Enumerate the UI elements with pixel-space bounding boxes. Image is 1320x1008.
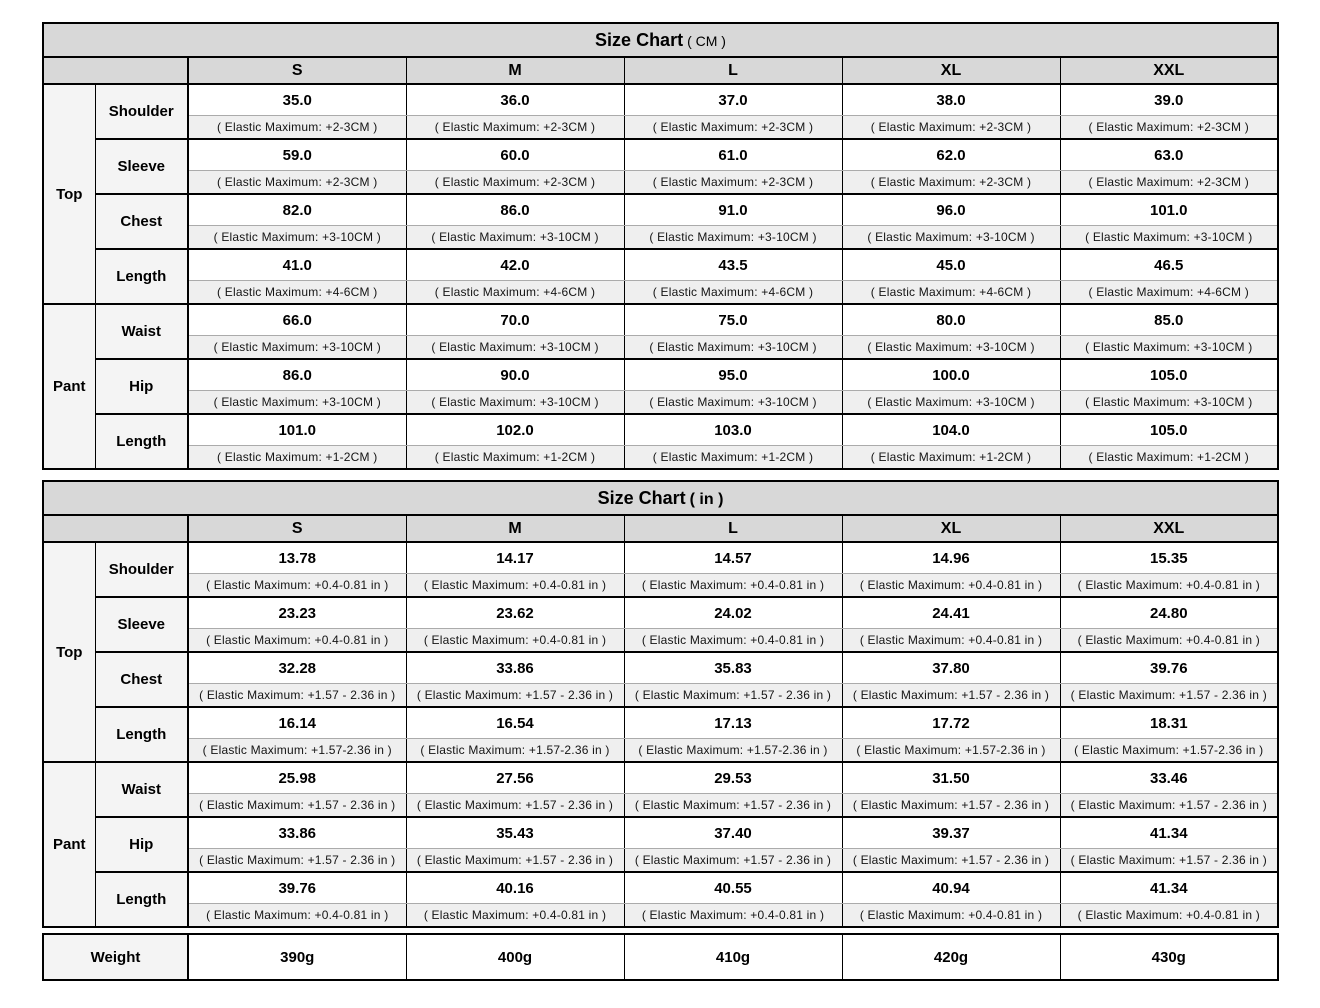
elastic-note-row: [43, 281, 1278, 305]
elastic-note: ( Elastic Maximum: +3-10CM ): [842, 336, 1060, 360]
elastic-note: ( Elastic Maximum: +4-6CM ): [842, 281, 1060, 305]
elastic-note: ( Elastic Maximum: +1-2CM ): [1060, 446, 1278, 470]
elastic-note: ( Elastic Maximum: +1.57 - 2.36 in ): [842, 794, 1060, 818]
measurement-value: 18.31: [1060, 707, 1278, 739]
measurement-value: 24.80: [1060, 597, 1278, 629]
measurement-value: 100.0: [842, 359, 1060, 391]
elastic-note: ( Elastic Maximum: +1.57 - 2.36 in ): [624, 684, 842, 708]
measurement-value: 41.0: [188, 249, 406, 281]
elastic-note: ( Elastic Maximum: +1.57-2.36 in ): [842, 739, 1060, 763]
elastic-note: ( Elastic Maximum: +1.57 - 2.36 in ): [624, 849, 842, 873]
elastic-note: ( Elastic Maximum: +0.4-0.81 in ): [624, 629, 842, 653]
weight-row: [43, 934, 1278, 980]
elastic-note: ( Elastic Maximum: +0.4-0.81 in ): [624, 574, 842, 598]
elastic-note: ( Elastic Maximum: +0.4-0.81 in ): [188, 904, 406, 928]
elastic-note: ( Elastic Maximum: +4-6CM ): [1060, 281, 1278, 305]
elastic-note: ( Elastic Maximum: +0.4-0.81 in ): [1060, 629, 1278, 653]
measurement-value: 91.0: [624, 194, 842, 226]
size-column-header: L: [624, 57, 842, 84]
elastic-note: ( Elastic Maximum: +0.4-0.81 in ): [842, 629, 1060, 653]
measurement-value-row: [43, 249, 1278, 281]
elastic-note: ( Elastic Maximum: +1.57 - 2.36 in ): [188, 684, 406, 708]
elastic-note: ( Elastic Maximum: +2-3CM ): [624, 171, 842, 195]
size-header-corner: [43, 515, 188, 542]
elastic-note-row: [43, 794, 1278, 818]
measurement-value: 85.0: [1060, 304, 1278, 336]
elastic-note-row: [43, 739, 1278, 763]
elastic-note: ( Elastic Maximum: +3-10CM ): [188, 226, 406, 250]
measurement-value: 37.80: [842, 652, 1060, 684]
weight-table: [42, 933, 1279, 981]
measurement-value: 37.0: [624, 84, 842, 116]
elastic-note-row: [43, 336, 1278, 360]
elastic-note: ( Elastic Maximum: +3-10CM ): [624, 391, 842, 415]
group-label-top: Top: [43, 542, 95, 762]
elastic-note: ( Elastic Maximum: +3-10CM ): [188, 336, 406, 360]
elastic-note-row: [43, 391, 1278, 415]
elastic-note: ( Elastic Maximum: +1-2CM ): [188, 446, 406, 470]
measurement-value: 16.14: [188, 707, 406, 739]
measurement-value: 62.0: [842, 139, 1060, 171]
table-title-main: Size Chart: [597, 487, 686, 508]
size-column-header: L: [624, 515, 842, 542]
measurement-value: 14.57: [624, 542, 842, 574]
elastic-note: ( Elastic Maximum: +1.57 - 2.36 in ): [1060, 794, 1278, 818]
table-title-row: [43, 23, 1278, 57]
measurement-label: Length: [95, 707, 188, 762]
elastic-note: ( Elastic Maximum: +1.57 - 2.36 in ): [406, 684, 624, 708]
measurement-label: Shoulder: [95, 84, 188, 139]
elastic-note: ( Elastic Maximum: +0.4-0.81 in ): [1060, 904, 1278, 928]
measurement-value: 29.53: [624, 762, 842, 794]
measurement-label: Length: [95, 249, 188, 304]
weight-value: 390g: [188, 934, 406, 980]
measurement-value: 27.56: [406, 762, 624, 794]
measurement-value: 32.28: [188, 652, 406, 684]
elastic-note: ( Elastic Maximum: +1-2CM ): [624, 446, 842, 470]
elastic-note: ( Elastic Maximum: +1-2CM ): [842, 446, 1060, 470]
elastic-note: ( Elastic Maximum: +4-6CM ): [188, 281, 406, 305]
measurement-value: 31.50: [842, 762, 1060, 794]
elastic-note: ( Elastic Maximum: +0.4-0.81 in ): [1060, 574, 1278, 598]
measurement-value: 14.17: [406, 542, 624, 574]
measurement-value: 35.43: [406, 817, 624, 849]
elastic-note: ( Elastic Maximum: +1.57 - 2.36 in ): [624, 794, 842, 818]
elastic-note: ( Elastic Maximum: +3-10CM ): [842, 226, 1060, 250]
group-label-pant: Pant: [43, 762, 95, 927]
weight-label: Weight: [43, 934, 188, 980]
measurement-value: 101.0: [188, 414, 406, 446]
measurement-value: 66.0: [188, 304, 406, 336]
measurement-value: 61.0: [624, 139, 842, 171]
measurement-value-row: [43, 707, 1278, 739]
elastic-note-row: [43, 684, 1278, 708]
elastic-note: ( Elastic Maximum: +2-3CM ): [842, 171, 1060, 195]
measurement-value: 23.23: [188, 597, 406, 629]
size-column-header: M: [406, 57, 624, 84]
table-title-row: [43, 481, 1278, 515]
elastic-note: ( Elastic Maximum: +1.57 - 2.36 in ): [1060, 684, 1278, 708]
elastic-note-row: [43, 171, 1278, 195]
size-column-header: XL: [842, 515, 1060, 542]
elastic-note: ( Elastic Maximum: +3-10CM ): [624, 226, 842, 250]
size-header-row: [43, 515, 1278, 542]
table-title-unit: ( in ): [689, 490, 724, 508]
measurement-value-row: [43, 84, 1278, 116]
measurement-label: Shoulder: [95, 542, 188, 597]
measurement-value: 35.0: [188, 84, 406, 116]
measurement-value: 23.62: [406, 597, 624, 629]
elastic-note: ( Elastic Maximum: +1.57 - 2.36 in ): [406, 849, 624, 873]
measurement-value-row: [43, 597, 1278, 629]
measurement-value: 41.34: [1060, 817, 1278, 849]
measurement-value: 75.0: [624, 304, 842, 336]
measurement-value: 96.0: [842, 194, 1060, 226]
elastic-note: ( Elastic Maximum: +3-10CM ): [1060, 226, 1278, 250]
weight-value: 430g: [1060, 934, 1278, 980]
elastic-note: ( Elastic Maximum: +3-10CM ): [406, 226, 624, 250]
elastic-note: ( Elastic Maximum: +2-3CM ): [1060, 116, 1278, 140]
measurement-label: Length: [95, 414, 188, 469]
elastic-note: ( Elastic Maximum: +1.57 - 2.36 in ): [188, 849, 406, 873]
weight-value: 400g: [406, 934, 624, 980]
measurement-value: 37.40: [624, 817, 842, 849]
elastic-note: ( Elastic Maximum: +3-10CM ): [406, 336, 624, 360]
size-chart-in-table: [42, 480, 1279, 928]
measurement-value: 40.16: [406, 872, 624, 904]
measurement-value: 39.76: [188, 872, 406, 904]
weight-value: 420g: [842, 934, 1060, 980]
size-column-header: S: [188, 515, 406, 542]
size-column-header: XL: [842, 57, 1060, 84]
elastic-note: ( Elastic Maximum: +3-10CM ): [842, 391, 1060, 415]
measurement-value: 36.0: [406, 84, 624, 116]
table-gap: [42, 470, 1278, 480]
measurement-label: Chest: [95, 194, 188, 249]
elastic-note-row: [43, 629, 1278, 653]
measurement-value: 13.78: [188, 542, 406, 574]
measurement-value-row: [43, 359, 1278, 391]
elastic-note: ( Elastic Maximum: +3-10CM ): [624, 336, 842, 360]
measurement-label: Waist: [95, 762, 188, 817]
elastic-note: ( Elastic Maximum: +2-3CM ): [1060, 171, 1278, 195]
measurement-value: 59.0: [188, 139, 406, 171]
measurement-value-row: [43, 872, 1278, 904]
measurement-value: 42.0: [406, 249, 624, 281]
elastic-note: ( Elastic Maximum: +0.4-0.81 in ): [624, 904, 842, 928]
measurement-value-row: [43, 542, 1278, 574]
elastic-note: ( Elastic Maximum: +3-10CM ): [1060, 391, 1278, 415]
measurement-value-row: [43, 304, 1278, 336]
measurement-value: 95.0: [624, 359, 842, 391]
elastic-note: ( Elastic Maximum: +2-3CM ): [188, 171, 406, 195]
size-header-corner: [43, 57, 188, 84]
measurement-label: Chest: [95, 652, 188, 707]
size-column-header: XXL: [1060, 515, 1278, 542]
measurement-value: 33.86: [406, 652, 624, 684]
measurement-value: 103.0: [624, 414, 842, 446]
elastic-note-row: [43, 116, 1278, 140]
measurement-label: Length: [95, 872, 188, 927]
elastic-note: ( Elastic Maximum: +4-6CM ): [406, 281, 624, 305]
elastic-note-row: [43, 849, 1278, 873]
measurement-value: 43.5: [624, 249, 842, 281]
elastic-note-row: [43, 446, 1278, 470]
measurement-value: 39.76: [1060, 652, 1278, 684]
elastic-note: ( Elastic Maximum: +0.4-0.81 in ): [406, 574, 624, 598]
measurement-value: 105.0: [1060, 414, 1278, 446]
size-column-header: M: [406, 515, 624, 542]
elastic-note: ( Elastic Maximum: +1.57 - 2.36 in ): [842, 684, 1060, 708]
measurement-label: Sleeve: [95, 597, 188, 652]
measurement-value: 38.0: [842, 84, 1060, 116]
measurement-value: 70.0: [406, 304, 624, 336]
measurement-value: 60.0: [406, 139, 624, 171]
elastic-note-row: [43, 574, 1278, 598]
size-column-header: XXL: [1060, 57, 1278, 84]
size-chart-cm-table: [42, 22, 1279, 470]
table-title: [43, 23, 1278, 57]
elastic-note: ( Elastic Maximum: +0.4-0.81 in ): [406, 629, 624, 653]
measurement-value: 39.37: [842, 817, 1060, 849]
measurement-value: 40.55: [624, 872, 842, 904]
measurement-value: 25.98: [188, 762, 406, 794]
measurement-value: 105.0: [1060, 359, 1278, 391]
measurement-value: 63.0: [1060, 139, 1278, 171]
elastic-note: ( Elastic Maximum: +1.57 - 2.36 in ): [1060, 849, 1278, 873]
measurement-value: 24.02: [624, 597, 842, 629]
measurement-value: 90.0: [406, 359, 624, 391]
elastic-note: ( Elastic Maximum: +1.57 - 2.36 in ): [406, 794, 624, 818]
measurement-value: 33.46: [1060, 762, 1278, 794]
measurement-label: Waist: [95, 304, 188, 359]
measurement-value: 41.34: [1060, 872, 1278, 904]
elastic-note: ( Elastic Maximum: +2-3CM ): [624, 116, 842, 140]
measurement-value: 46.5: [1060, 249, 1278, 281]
size-column-header: S: [188, 57, 406, 84]
measurement-value: 24.41: [842, 597, 1060, 629]
weight-value: 410g: [624, 934, 842, 980]
elastic-note: ( Elastic Maximum: +1.57 - 2.36 in ): [842, 849, 1060, 873]
measurement-value: 101.0: [1060, 194, 1278, 226]
elastic-note: ( Elastic Maximum: +3-10CM ): [406, 391, 624, 415]
measurement-value-row: [43, 194, 1278, 226]
group-label-top: Top: [43, 84, 95, 304]
measurement-label: Sleeve: [95, 139, 188, 194]
measurement-value: 17.72: [842, 707, 1060, 739]
elastic-note: ( Elastic Maximum: +3-10CM ): [188, 391, 406, 415]
size-header-row: [43, 57, 1278, 84]
elastic-note: ( Elastic Maximum: +1-2CM ): [406, 446, 624, 470]
elastic-note: ( Elastic Maximum: +1.57-2.36 in ): [406, 739, 624, 763]
group-label-pant: Pant: [43, 304, 95, 469]
measurement-value: 35.83: [624, 652, 842, 684]
elastic-note: ( Elastic Maximum: +2-3CM ): [406, 116, 624, 140]
elastic-note: ( Elastic Maximum: +1.57 - 2.36 in ): [188, 794, 406, 818]
measurement-value: 86.0: [406, 194, 624, 226]
measurement-value: 15.35: [1060, 542, 1278, 574]
measurement-value: 104.0: [842, 414, 1060, 446]
elastic-note: ( Elastic Maximum: +3-10CM ): [1060, 336, 1278, 360]
elastic-note: ( Elastic Maximum: +0.4-0.81 in ): [406, 904, 624, 928]
elastic-note-row: [43, 904, 1278, 928]
elastic-note: ( Elastic Maximum: +0.4-0.81 in ): [188, 629, 406, 653]
measurement-value-row: [43, 414, 1278, 446]
measurement-value: 33.86: [188, 817, 406, 849]
measurement-label: Hip: [95, 359, 188, 414]
elastic-note: ( Elastic Maximum: +1.57-2.36 in ): [188, 739, 406, 763]
measurement-value: 14.96: [842, 542, 1060, 574]
measurement-value: 80.0: [842, 304, 1060, 336]
elastic-note: ( Elastic Maximum: +2-3CM ): [842, 116, 1060, 140]
measurement-value: 39.0: [1060, 84, 1278, 116]
table-title-main: Size Chart: [595, 29, 684, 50]
table-title: [43, 481, 1278, 515]
measurement-value: 40.94: [842, 872, 1060, 904]
table-title-unit: ( CM ): [687, 32, 726, 49]
measurement-value: 17.13: [624, 707, 842, 739]
measurement-value: 86.0: [188, 359, 406, 391]
measurement-value-row: [43, 139, 1278, 171]
elastic-note: ( Elastic Maximum: +1.57-2.36 in ): [624, 739, 842, 763]
measurement-value-row: [43, 817, 1278, 849]
elastic-note: ( Elastic Maximum: +0.4-0.81 in ): [842, 574, 1060, 598]
elastic-note: ( Elastic Maximum: +0.4-0.81 in ): [188, 574, 406, 598]
elastic-note: ( Elastic Maximum: +2-3CM ): [188, 116, 406, 140]
measurement-value-row: [43, 762, 1278, 794]
elastic-note: ( Elastic Maximum: +1.57-2.36 in ): [1060, 739, 1278, 763]
measurement-value: 16.54: [406, 707, 624, 739]
measurement-value-row: [43, 652, 1278, 684]
measurement-value: 102.0: [406, 414, 624, 446]
measurement-label: Hip: [95, 817, 188, 872]
measurement-value: 82.0: [188, 194, 406, 226]
elastic-note: ( Elastic Maximum: +4-6CM ): [624, 281, 842, 305]
elastic-note-row: [43, 226, 1278, 250]
elastic-note: ( Elastic Maximum: +0.4-0.81 in ): [842, 904, 1060, 928]
measurement-value: 45.0: [842, 249, 1060, 281]
elastic-note: ( Elastic Maximum: +2-3CM ): [406, 171, 624, 195]
